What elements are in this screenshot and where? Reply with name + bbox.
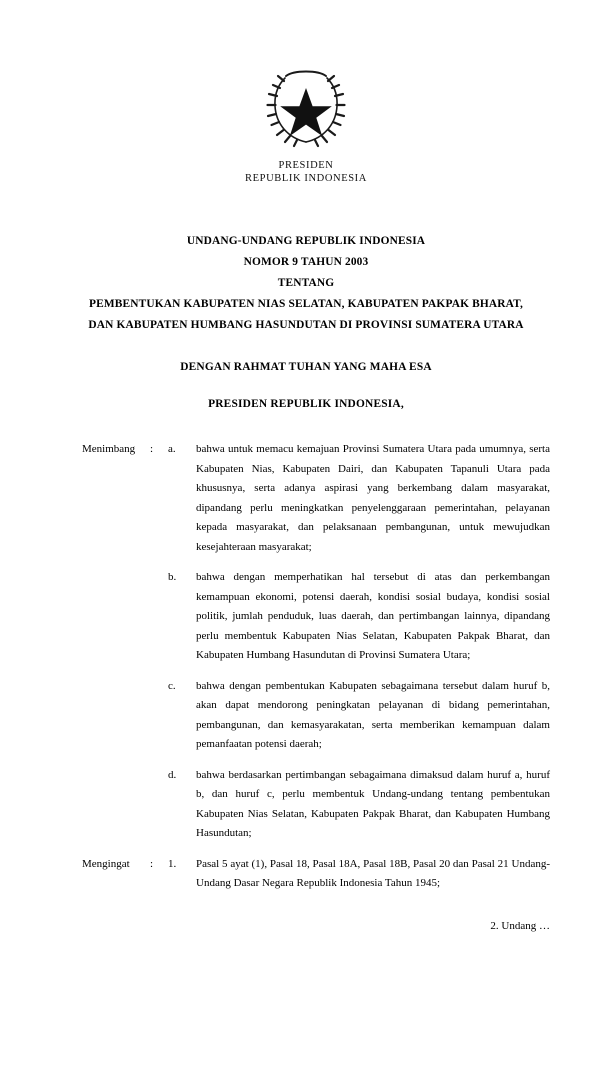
blessing-line: DENGAN RAHMAT TUHAN YANG MAHA ESA <box>180 361 432 373</box>
emblem-caption-line-1: PRESIDEN <box>278 160 334 171</box>
authority-line: PRESIDEN REPUBLIK INDONESIA, <box>208 398 404 410</box>
clause-text: bahwa dengan pembentukan Kabupaten sebagaimana tersebut dalam huruf b, akan dapat mendorong peningkatan pelayanan di bidang pemerintahan, pembangunan, dan kemasyarakatan, serta memberikan kemampuan dalam pemanfaatan potensi daerah; <box>196 679 550 750</box>
title-about: TENTANG <box>277 277 335 289</box>
clause-text: bahwa berdasarkan pertimbangan sebagaimana dimaksud dalam huruf a, huruf b, dan huruf c, perlu membentuk Undang-undang tentang pembentukan Kabupaten Nias Selatan, Kabupaten Pakpak Bharat, dan Kabupaten Humbang Hasundutan; <box>196 768 550 839</box>
considering-item-a <box>82 440 550 557</box>
clause-marker: d. <box>168 768 177 781</box>
recalling-item-1 <box>82 855 550 894</box>
considering-label-separator: : <box>150 443 154 455</box>
considering-item-d <box>82 766 550 844</box>
page-catchword: 2. Undang … <box>490 919 550 932</box>
clause-marker: c. <box>168 679 176 692</box>
emblem-caption <box>0 159 612 185</box>
title-subject-line-2: DAN KABUPATEN HUMBANG HASUNDUTAN DI PROVINSI SUMATERA UTARA <box>88 319 524 331</box>
clause-marker: b. <box>168 571 177 583</box>
considering-item-b <box>82 568 550 666</box>
title-number: NOMOR 9 TAHUN 2003 <box>243 256 369 268</box>
title-subject-line-1: PEMBENTUKAN KABUPATEN NIAS SELATAN, KABUPATEN PAKPAK BHARAT, <box>88 298 524 310</box>
garuda-pancasila-emblem-icon <box>260 62 352 148</box>
considering-label-text: Menimbang <box>82 443 136 455</box>
recalling-label <box>82 855 168 875</box>
recalling-label-text: Mengingat <box>82 857 130 870</box>
title-law-type: UNDANG-UNDANG REPUBLIK INDONESIA <box>186 235 426 247</box>
considering-item-c <box>82 677 550 755</box>
document-title-block <box>0 231 612 336</box>
considering-label <box>82 440 168 460</box>
clause-marker: 1. <box>168 857 177 870</box>
document-page <box>0 62 612 1070</box>
clause-marker: a. <box>168 443 176 455</box>
emblem-container <box>0 62 612 185</box>
clause-text: bahwa untuk memacu kemajuan Provinsi Sumatera Utara pada umumnya, serta Kabupaten Nias, Kabupaten Dairi, dan Kabupaten Tapanuli Utara pada khususnya, serta adanya aspirasi yang berkembang dalam masyarakat, dipandang perlu meningkatkan penyelenggaraan pemerintahan, pelayanan kepada masyarakat, dan pelaksanaan pembangunan, untuk mewujudkan kesejahteraan masyarakat; <box>196 443 550 553</box>
clause-text: Pasal 5 ayat (1), Pasal 18, Pasal 18A, Pasal 18B, Pasal 20 dan Pasal 21 Undang-Undang Dasar Negara Republik Indonesia Tahun 1945; <box>196 857 550 889</box>
recalling-label-separator: : <box>150 857 154 870</box>
clause-text: bahwa dengan memperhatikan hal tersebut di atas dan perkembangan kemampuan ekonomi, potensi daerah, kondisi sosial budaya, kondisi sosial politik, jumlah penduduk, luas daerah, dan pertimbangan lainnya, dipandang perlu membentuk Kabupaten Nias Selatan, Kabupaten Pakpak Bharat, dan Kabupaten Humbang Hasundutan di Provinsi Sumatera Utara; <box>196 571 550 661</box>
document-body <box>0 440 612 894</box>
emblem-caption-line-2: REPUBLIK INDONESIA <box>245 173 367 184</box>
